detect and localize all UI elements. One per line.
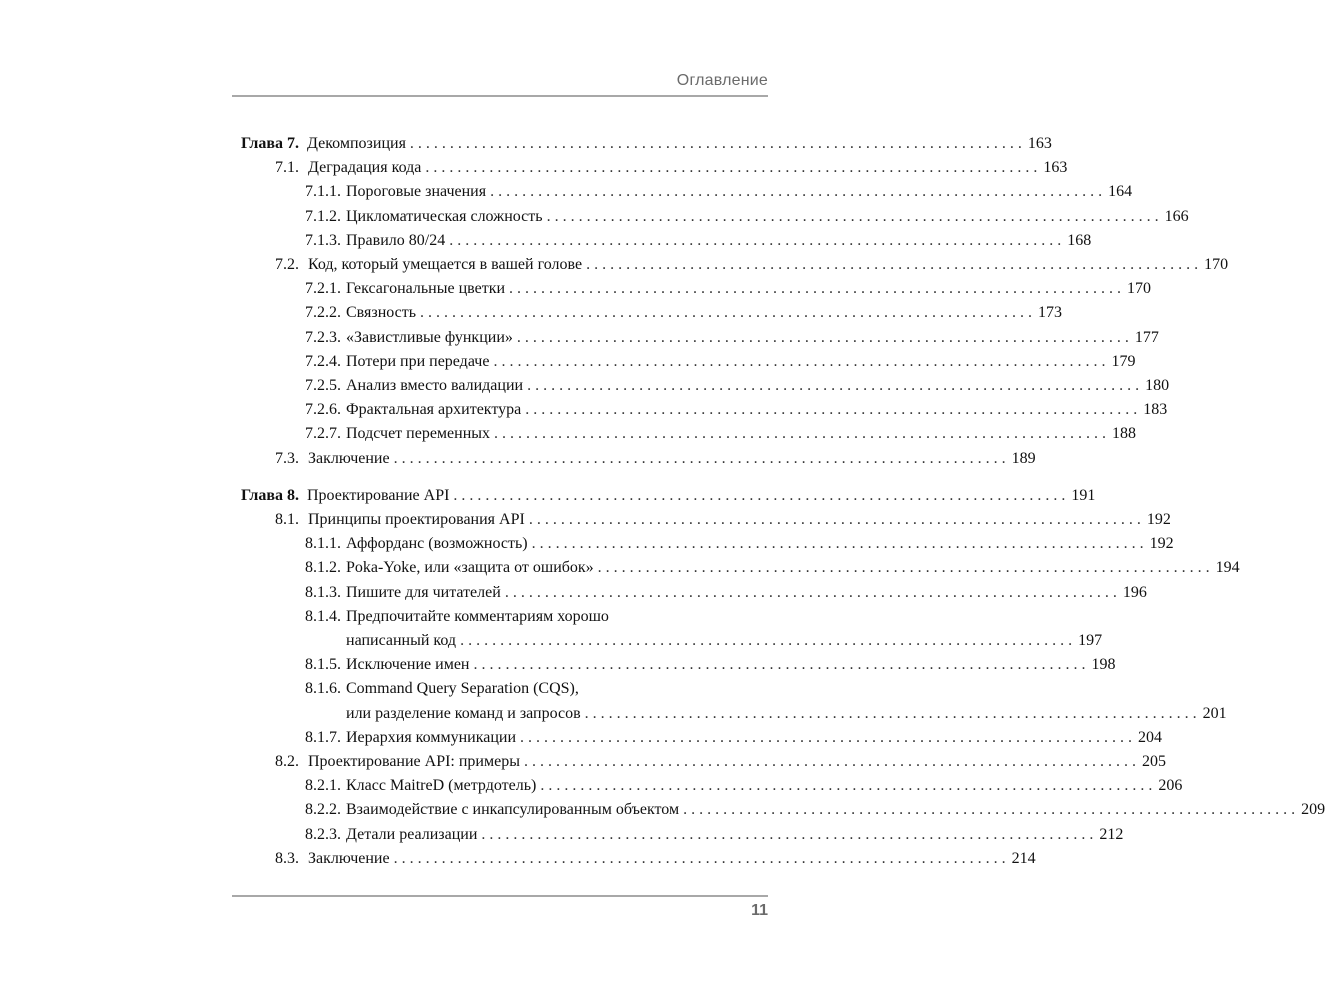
toc-entry-title: Проектирование API <box>307 486 450 504</box>
toc-entry-page: 173 <box>1038 304 1063 322</box>
toc-entry-page: 189 <box>1011 449 1036 467</box>
toc-entry-page: 197 <box>1078 632 1103 650</box>
dot-leader <box>540 774 1152 798</box>
toc-entry <box>241 301 1063 325</box>
toc-entry-number: 7.2.2. <box>305 304 341 322</box>
toc-entry-title: Взаимодействие с инкапсулированным объектом <box>346 801 680 819</box>
toc-entry-title: Декомпозиция <box>307 135 406 152</box>
header-rule <box>232 95 768 97</box>
toc-entry-title: «Завистливые функции» <box>346 328 513 346</box>
toc-entry-number: 8.1.5. <box>305 656 341 674</box>
toc-entry-page: 194 <box>1215 559 1240 577</box>
toc-entry <box>241 750 1166 774</box>
toc-entry <box>241 253 1229 277</box>
toc-entry-title: Потери при передаче <box>346 352 490 370</box>
toc-entry <box>241 798 1325 822</box>
toc-entry-page: 163 <box>1043 159 1068 177</box>
dot-leader <box>449 229 1061 253</box>
toc-entry-title: Правило 80/24 <box>346 231 446 249</box>
toc-entry-number: 7.3. <box>275 449 299 467</box>
toc-entry <box>241 398 1168 422</box>
toc-entry-page: 166 <box>1164 207 1189 225</box>
toc-entry-title: написанный код <box>346 632 457 650</box>
toc-entry-page: 192 <box>1149 535 1174 553</box>
dot-leader <box>586 253 1198 277</box>
dot-leader <box>394 847 1006 871</box>
toc-entry-page: 206 <box>1158 777 1183 795</box>
toc-entry-number: 8.2.2. <box>305 801 341 819</box>
toc-entry-page: 205 <box>1141 753 1166 771</box>
toc-entry-number: 7.2.6. <box>305 401 341 419</box>
toc-entry-number: 8.1.7. <box>305 728 341 746</box>
toc-entry <box>241 508 1171 532</box>
toc-entry <box>241 726 1163 750</box>
toc-entry-page: 209 <box>1301 801 1325 819</box>
toc-entry-title: Poka-Yoke, или «защита от ошибок» <box>346 559 594 577</box>
dot-leader <box>525 398 1137 422</box>
toc-entry-title: Заключение <box>308 449 390 467</box>
toc-entry <box>241 677 1227 725</box>
running-header-title: Оглавление <box>676 72 768 89</box>
toc-entry-page: 198 <box>1091 656 1116 674</box>
dot-leader <box>524 750 1136 774</box>
toc-entry-number: 7.2.1. <box>305 280 341 298</box>
dot-leader <box>585 702 1197 726</box>
dot-leader <box>394 447 1006 471</box>
toc-entry-number: Глава 7. <box>241 135 299 152</box>
toc-entry-number: 7.1. <box>275 159 299 177</box>
toc-entry <box>241 422 1137 446</box>
toc-entry-number: 8.2.3. <box>305 825 341 843</box>
table-of-contents <box>241 132 1325 871</box>
toc-entry <box>241 156 1068 180</box>
dot-leader <box>460 629 1072 653</box>
toc-entry-title-continuation <box>346 629 1102 653</box>
dot-leader <box>532 532 1144 556</box>
toc-entry <box>241 180 1133 204</box>
dot-leader <box>453 484 1065 508</box>
page-number: 11 <box>751 902 768 919</box>
toc-entry-page: 168 <box>1067 231 1092 249</box>
toc-entry-number: 7.2. <box>275 256 299 274</box>
toc-entry-page: 177 <box>1134 328 1159 346</box>
toc-entry-title: Пороговые значения <box>346 183 487 201</box>
toc-entry-number: 7.2.3. <box>305 328 341 346</box>
toc-entry-page: 163 <box>1027 135 1052 152</box>
toc-entry-title: Код, который умещается в вашей голове <box>308 256 583 274</box>
dot-leader <box>425 156 1037 180</box>
toc-entry-title: Проектирование API: примеры <box>308 753 520 771</box>
toc-entry-page: 201 <box>1202 704 1227 722</box>
toc-entry <box>241 205 1189 229</box>
toc-entry-title-continuation <box>346 702 1227 726</box>
toc-entry-number: 7.1.2. <box>305 207 341 225</box>
dot-leader <box>520 726 1132 750</box>
dot-leader <box>490 180 1102 204</box>
toc-entry-title: Исключение имен <box>346 656 470 674</box>
toc-entry-title: Класс MaitreD (метрдотель) <box>346 777 537 795</box>
toc-entry <box>241 532 1174 556</box>
toc-entry-page: 170 <box>1127 280 1152 298</box>
toc-entry-page: 188 <box>1112 425 1137 443</box>
toc-entry-page: 170 <box>1204 256 1229 274</box>
toc-entry-title: Гексагональные цветки <box>346 280 506 298</box>
toc-entry-title: Аффорданс (возможность) <box>346 535 528 553</box>
dot-leader <box>598 556 1210 580</box>
toc-entry <box>241 823 1124 847</box>
toc-entry-number: 8.1.2. <box>305 559 341 577</box>
toc-entry-number: 7.2.5. <box>305 377 341 395</box>
toc-entry-number: Глава 8. <box>241 486 299 504</box>
toc-entry <box>241 132 1052 156</box>
toc-entry-page: 191 <box>1071 486 1096 504</box>
toc-entry-number: 7.2.7. <box>305 425 341 443</box>
toc-entry-title: Анализ вместо валидации <box>346 377 524 395</box>
toc-entry <box>241 374 1170 398</box>
toc-entry-page: 183 <box>1143 401 1168 419</box>
toc-entry-page: 180 <box>1145 377 1170 395</box>
toc-entry-page: 192 <box>1146 511 1171 529</box>
toc-entry <box>241 447 1036 471</box>
toc-entry-title: или разделение команд и запросов <box>346 704 581 722</box>
dot-leader <box>527 374 1139 398</box>
toc-entry-title-block <box>346 605 1102 653</box>
dot-leader <box>410 132 1022 156</box>
dot-leader <box>420 301 1032 325</box>
toc-entry-title: Принципы проектирования API <box>308 511 525 529</box>
dot-leader <box>517 326 1129 350</box>
toc-entry-title: Фрактальная архитектура <box>346 401 522 419</box>
toc-entry <box>241 774 1183 798</box>
toc-entry-number: 8.3. <box>275 849 299 867</box>
toc-entry <box>241 350 1136 374</box>
footer-rule <box>232 895 768 897</box>
toc-entry <box>241 653 1116 677</box>
dot-leader <box>683 798 1295 822</box>
toc-entry-title: Деградация кода <box>308 159 422 177</box>
toc-entry-title: Command Query Separation (CQS), <box>346 680 579 698</box>
toc-entry-number: 7.1.1. <box>305 183 341 201</box>
toc-entry-title-block <box>346 677 1227 725</box>
toc-entry-title: Связность <box>346 304 417 322</box>
toc-entry-page: 196 <box>1122 583 1147 601</box>
toc-entry <box>241 326 1159 350</box>
toc-entry <box>241 581 1147 605</box>
toc-entry-number: 8.1.1. <box>305 535 341 553</box>
dot-leader <box>494 422 1106 446</box>
toc-entry-number: 8.1. <box>275 511 299 529</box>
toc-entry-page: 179 <box>1111 352 1136 370</box>
dot-leader <box>529 508 1141 532</box>
toc-entry-title: Подсчет переменных <box>346 425 491 443</box>
toc-entry-number: 8.2.1. <box>305 777 341 795</box>
toc-entry <box>241 484 1096 508</box>
toc-entry-number: 8.1.6. <box>305 680 341 698</box>
toc-entry-number: 7.1.3. <box>305 231 341 249</box>
dot-leader <box>481 823 1093 847</box>
toc-entry-title: Пишите для читателей <box>346 583 501 601</box>
toc-entry-title: Цикломатическая сложность <box>346 207 543 225</box>
toc-entry-number: 8.2. <box>275 753 299 771</box>
toc-entry <box>241 229 1092 253</box>
toc-entry-page: 204 <box>1138 728 1163 746</box>
toc-entry <box>241 556 1240 580</box>
dot-leader <box>509 277 1121 301</box>
toc-entry-page: 212 <box>1099 825 1124 843</box>
toc-entry-page: 164 <box>1108 183 1133 201</box>
dot-leader <box>493 350 1105 374</box>
toc-entry-title: Предпочитайте комментариям хорошо <box>346 607 609 625</box>
toc-entry-number: 8.1.3. <box>305 583 341 601</box>
dot-leader <box>473 653 1085 677</box>
toc-entry-number: 7.2.4. <box>305 352 341 370</box>
toc-entry-title: Заключение <box>308 849 390 867</box>
toc-entry <box>241 847 1036 871</box>
toc-entry-number: 8.1.4. <box>305 607 341 625</box>
toc-entry-page: 214 <box>1011 849 1036 867</box>
toc-entry <box>241 277 1152 301</box>
toc-entry-title: Детали реализации <box>346 825 478 843</box>
dot-leader <box>505 581 1117 605</box>
dot-leader <box>547 205 1159 229</box>
toc-entry <box>241 605 1103 653</box>
toc-entry-title: Иерархия коммуникации <box>346 728 517 746</box>
